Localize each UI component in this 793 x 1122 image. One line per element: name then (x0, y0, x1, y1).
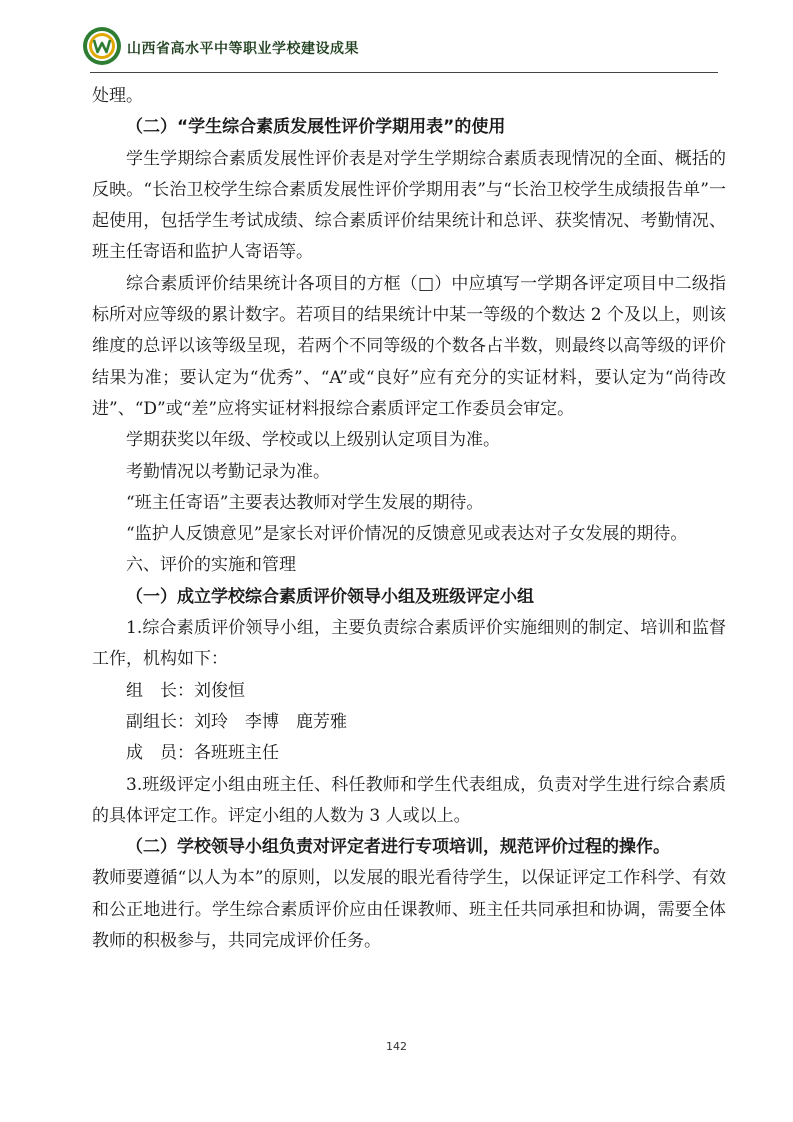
document-body (92, 81, 726, 957)
section-heading-implementation: 六、评价的实施和管理 (126, 555, 296, 576)
paragraph-class-group: 3.班级评定小组由班主任、科任教师和学生代表组成，负责对学生进行综合素质的具体评定工作。评定小组的人数为 3 人或以上。 (92, 774, 726, 826)
section-heading-usage: （二）“学生综合素质发展性评价学期用表”的使用 (126, 117, 506, 138)
header-title: 山西省高水平中等职业学校建设成果 (127, 41, 359, 57)
paragraph-teacher-message: “班主任寄语”主要表达教师对学生发展的期待。 (126, 492, 484, 513)
member-deputies: 副组长：刘玲 李博 鹿芳雅 (126, 711, 347, 732)
paragraph-leadership-group: 1.综合素质评价领导小组，主要负责综合素质评价实施细则的制定、培训和监督工作，机构如下： (92, 618, 726, 670)
page-header (70, 22, 718, 72)
paragraph-teacher-principles: 教师要遵循“以人为本”的原则，以发展的眼光看待学生，以保证评定工作科学、有效和公正地进行。学生综合素质评价应由任课教师、班主任共同承担和协调，需要全体教师的积极参与，共同完成评价任务。 (92, 868, 726, 952)
paragraph-statistics-rules: 综合素质评价结果统计各项目的方框（□）中应填写一学期各评定项目中二级指标所对应等级的累计数字。若项目的结果统计中某一等级的个数达 2 个及以上，则该维度的总评以该等级呈现，若两个不同等级的个数各占半数，则最终以高等级的评价结果为准；要认定为“优秀”、“A”或“良好”应有充分的实证材料，要认定为“尚待改进”、“D”或“差”应将实证材料报综合素质评定工作委员会审定。 (92, 273, 726, 419)
subsection-heading-training: （二）学校领导小组负责对评定者进行专项培训，规范评价过程的操作。 (126, 837, 670, 858)
paragraph-guardian-feedback: “监护人反馈意见”是家长对评价情况的反馈意见或表达对子女发展的期待。 (126, 524, 688, 545)
paragraph-attendance: 考勤情况以考勤记录为准。 (126, 461, 330, 482)
member-staff: 成 员：各班班主任 (126, 743, 279, 764)
paragraph-awards: 学期获奖以年级、学校或以上级别认定项目为准。 (126, 430, 500, 451)
page-number: 142 (386, 1040, 407, 1053)
member-leader: 组 长：刘俊恒 (126, 680, 245, 701)
school-emblem-icon (82, 26, 122, 66)
paragraph-form-description: 学生学期综合素质发展性评价表是对学生学期综合素质表现情况的全面、概括的反映。“长治卫校学生综合素质发展性评价学期用表”与“长治卫校学生成绩报告单”一起使用，包括学生考试成绩、综合素质评价结果统计和总评、获奖情况、考勤情况、班主任寄语和监护人寄语等。 (92, 148, 726, 263)
header-divider (90, 72, 718, 73)
subsection-heading-groups: （一）成立学校综合素质评价领导小组及班级评定小组 (126, 586, 534, 607)
paragraph-continuation: 处理。 (92, 86, 143, 106)
